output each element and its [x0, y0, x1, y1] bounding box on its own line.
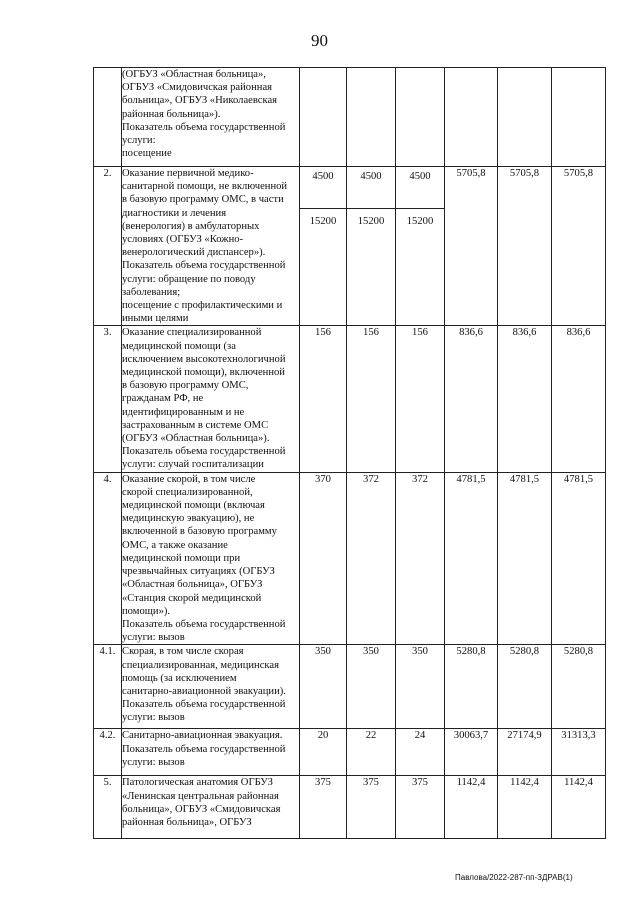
description-line: помощи»). [122, 605, 171, 617]
description-line: медицинской помощи), включенной [122, 367, 285, 379]
description-line: помощь (за исключением [122, 672, 237, 684]
cost-value: 836,6 [445, 326, 498, 472]
volume-value: 156 [347, 326, 396, 472]
cost-value [445, 68, 498, 167]
volume-value-requests: 15200 [406, 216, 434, 227]
page-number: 90 [311, 31, 328, 50]
description-line: санитарно-авиационной эвакуации). [122, 685, 286, 697]
cost-value: 1142,4 [552, 776, 606, 839]
description-line: Показатель объема государственной [122, 260, 286, 272]
volume-value: 375 [300, 776, 347, 839]
cost-value: 5280,8 [445, 645, 498, 729]
description-line: специализированная, медицинская [122, 659, 279, 671]
description-line: Показатель объема государственной [122, 446, 286, 458]
description-line: больница», ОГБУЗ «Смидовичская [122, 803, 281, 815]
description-line: Показатель объема государственной [122, 743, 286, 755]
cost-value: 5705,8 [552, 167, 606, 326]
description-line: Оказание первичной медико- [122, 168, 254, 179]
description-line: санитарной помощи, не включенной [122, 181, 288, 193]
volume-value-visits: 4500 [300, 167, 346, 209]
description-line: условиях (ОГБУЗ «Кожно- [122, 234, 244, 246]
budget-table [93, 67, 606, 839]
description-line: идентифицированным и не [122, 406, 245, 418]
description-line: посещение с профилактическими и [122, 300, 283, 312]
description-line: Санитарно-авиационная эвакуация. [122, 730, 283, 742]
row-description [122, 326, 300, 472]
description-line: «Станция скорой медицинской [122, 592, 262, 604]
description-line: услуги: вызов [122, 632, 185, 644]
volume-value-requests: 15200 [309, 216, 337, 227]
description-line: в базовую программу ОМС, [122, 380, 249, 392]
description-line: «Ленинская центральная районная [122, 790, 279, 802]
table-row [94, 472, 606, 645]
row-number: 4.1. [94, 645, 122, 729]
table-row [94, 776, 606, 839]
row-description [122, 68, 300, 167]
description-line: в базовую программу ОМС, в части [122, 194, 284, 206]
cost-value: 30063,7 [445, 729, 498, 776]
description-line: Патологическая анатомия ОГБУЗ [122, 777, 273, 789]
description-line: медицинскую эвакуацию), не [122, 513, 255, 525]
description-line: Скорая, в том числе скорая [122, 646, 244, 658]
description-line: Показатель объема государственной [122, 618, 286, 630]
description-line: заболевания; [122, 286, 181, 298]
volume-value: 372 [347, 472, 396, 645]
description-line: больница», ОГБУЗ «Николаевская [122, 95, 278, 107]
cost-value: 4781,5 [498, 472, 552, 645]
volume-value: 375 [347, 776, 396, 839]
volume-value-requests: 15200 [357, 216, 385, 227]
row-number: 4.2. [94, 729, 122, 776]
description-line: Оказание специализированной [122, 327, 262, 339]
description-line: чрезвычайных ситуациях (ОГБУЗ [122, 566, 275, 578]
row-number: 4. [94, 472, 122, 645]
volume-value: 22 [347, 729, 396, 776]
table-row [94, 326, 606, 472]
table-row [94, 68, 606, 167]
volume-value-visits: 4500 [347, 167, 395, 209]
description-line: районная больница», ОГБУЗ [122, 816, 252, 828]
row-number: 2. [94, 167, 122, 326]
volume-cell-split [396, 167, 445, 326]
description-line: застрахованным в системе ОМС [122, 419, 269, 431]
description-line: медицинской помощи при [122, 552, 241, 564]
cost-value: 4781,5 [445, 472, 498, 645]
description-line: исключением высокотехнологичной [122, 353, 286, 365]
volume-value [347, 68, 396, 167]
volume-value: 375 [396, 776, 445, 839]
volume-value: 350 [300, 645, 347, 729]
description-line: «Областная больница», ОГБУЗ [122, 579, 263, 591]
description-line: услуги: случай госпитализации [122, 459, 264, 471]
volume-value [396, 68, 445, 167]
description-line: услуги: вызов [122, 756, 185, 768]
volume-value: 24 [396, 729, 445, 776]
description-line: ОМС, а также оказание [122, 539, 228, 551]
cost-value: 5705,8 [498, 167, 552, 326]
volume-value: 20 [300, 729, 347, 776]
cost-value: 5280,8 [552, 645, 606, 729]
cost-value: 5705,8 [445, 167, 498, 326]
cost-value: 836,6 [498, 326, 552, 472]
volume-cell-split [300, 167, 347, 326]
row-description [122, 645, 300, 729]
description-line: венерологический диспансер»). [122, 247, 266, 259]
row-description [122, 472, 300, 645]
table-row [94, 167, 606, 326]
cost-value [552, 68, 606, 167]
description-line: включенной в базовую программу [122, 526, 277, 538]
cost-value: 836,6 [552, 326, 606, 472]
volume-value-visits: 4500 [396, 167, 444, 209]
description-line: медицинской помощи (за [122, 340, 236, 352]
cost-value [498, 68, 552, 167]
cost-value: 5280,8 [498, 645, 552, 729]
description-line: скорой специализированной, [122, 486, 253, 498]
cost-value: 4781,5 [552, 472, 606, 645]
volume-value: 372 [396, 472, 445, 645]
description-line: медицинской помощи (включая [122, 500, 265, 512]
description-line: (венерология) в амбулаторных [122, 220, 260, 232]
cost-value: 27174,9 [498, 729, 552, 776]
volume-value: 156 [396, 326, 445, 472]
description-line: (ОГБУЗ «Областная больница», [122, 69, 266, 80]
volume-value: 350 [347, 645, 396, 729]
cost-value: 1142,4 [498, 776, 552, 839]
description-line: услуги: обращение по поводу [122, 273, 256, 285]
row-description [122, 167, 300, 326]
row-description [122, 776, 300, 839]
description-line: ОГБУЗ «Смидовичская районная [122, 82, 273, 94]
description-line: Показатель объема государственной [122, 699, 286, 711]
description-line: гражданам РФ, не [122, 393, 204, 405]
volume-value [300, 68, 347, 167]
volume-cell-split [347, 167, 396, 326]
description-line: Оказание скорой, в том числе [122, 473, 256, 485]
description-line: районная больница»). [122, 108, 221, 120]
document-footer: Павлова/2022-287-пп-ЗДРАВ(1) [455, 873, 573, 882]
description-line: услуги: [122, 135, 156, 147]
row-number: 3. [94, 326, 122, 472]
volume-value: 156 [300, 326, 347, 472]
row-description [122, 729, 300, 776]
row-number [94, 68, 122, 167]
cost-value: 1142,4 [445, 776, 498, 839]
description-line: (ОГБУЗ «Областная больница»). [122, 433, 270, 445]
description-line: посещение [122, 148, 172, 160]
description-line: диагностики и лечения [122, 207, 227, 219]
volume-value: 370 [300, 472, 347, 645]
volume-value: 350 [396, 645, 445, 729]
cost-value: 31313,3 [552, 729, 606, 776]
description-line: иными целями [122, 313, 189, 325]
table-row [94, 729, 606, 776]
row-number: 5. [94, 776, 122, 839]
description-line: услуги: вызов [122, 712, 185, 724]
description-line: Показатель объема государственной [122, 121, 286, 133]
table-row [94, 645, 606, 729]
